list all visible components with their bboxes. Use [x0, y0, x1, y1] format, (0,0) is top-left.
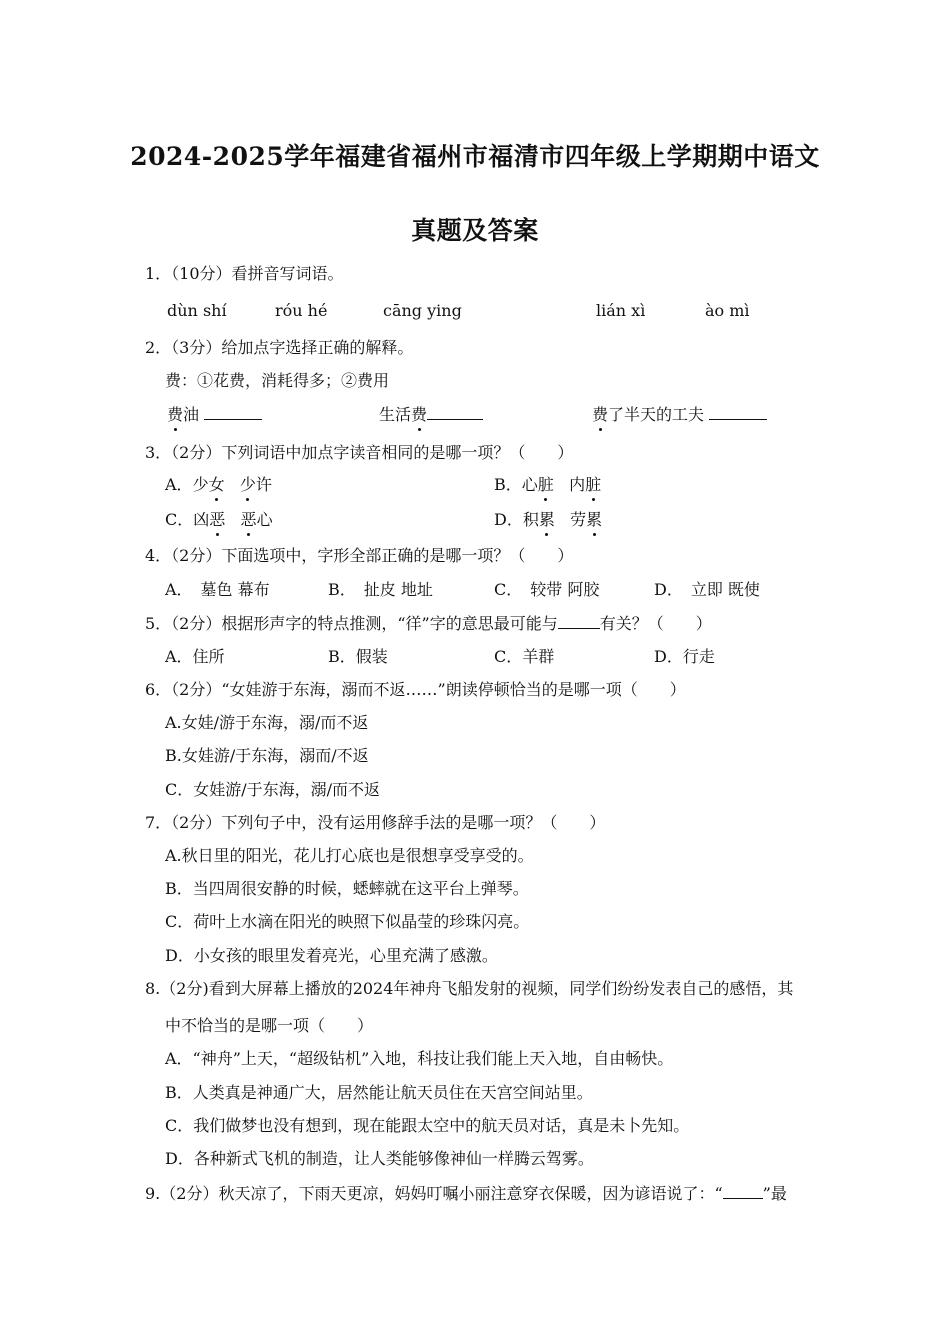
question-5-option-a[interactable]: A．住所 — [165, 647, 225, 666]
question-4-option-c[interactable]: C． 较带 阿胶 — [494, 580, 600, 599]
question-1-stem: 1．（10分）看拼音写词语。 — [145, 264, 344, 283]
doc-title-line1: 2024-2025学年福建省福州市福清市四年级上学期期中语文 — [130, 142, 820, 171]
question-7-stem: 7．（2分）下列句子中，没有运用修辞手法的是哪一项？（ ） — [145, 813, 606, 832]
question-5-option-b[interactable]: B．假装 — [328, 647, 388, 666]
question-4-stem: 4．（2分）下面选项中，字形全部正确的是哪一项？（ ） — [145, 546, 574, 565]
dotted-char: 恶 — [209, 510, 226, 529]
question-2-stem: 2．（3分）给加点字选择正确的解释。 — [145, 338, 414, 357]
question-6-option-b[interactable]: B.女娃游/于东海，溺而/不返 — [165, 746, 369, 765]
answer-blank[interactable] — [558, 613, 600, 629]
question-5-stem: 5．（2分）根据形声字的特点推测，“徉”字的意思最可能与 有关？（ ） — [145, 614, 712, 633]
question-7-option-b[interactable]: B．当四周很安静的时候，蟋蟀就在这平台上弹琴。 — [165, 879, 529, 898]
question-3-option-b[interactable]: B．心脏 内脏 — [494, 475, 602, 494]
question-8-option-d[interactable]: D．各种新式飞机的制造，让人类能够像神仙一样腾云驾雾。 — [165, 1149, 594, 1168]
question-3-option-a[interactable]: A．少女 少许 — [165, 475, 272, 494]
question-3-option-d[interactable]: D．积累 劳累 — [494, 510, 603, 529]
question-7-option-d[interactable]: D．小女孩的眼里发着亮光，心里充满了感激。 — [165, 946, 498, 965]
question-8-option-a[interactable]: A．“神舟”上天，“超级钻机”入地，科技让我们能上天入地，自由畅快。 — [165, 1049, 674, 1068]
question-3-stem: 3．（2分）下列词语中加点字读音相同的是哪一项？（ ） — [145, 443, 574, 462]
pinyin-3: cāng ying — [383, 301, 462, 320]
question-8-stem-line2: 中不恰当的是哪一项（ ） — [165, 1016, 374, 1035]
dotted-char: 脏 — [537, 475, 554, 494]
answer-blank[interactable] — [427, 404, 483, 420]
question-5-option-c[interactable]: C．羊群 — [494, 647, 555, 666]
dotted-char: 恶 — [240, 510, 257, 529]
question-6-stem: 6．（2分）“女娃游于东海，溺而不返……”朗读停顿恰当的是哪一项（ ） — [145, 680, 686, 699]
question-2-item-3: 费了半天的工夫 — [592, 404, 767, 425]
question-2-definition: 费：①花费，消耗得多；②费用 — [165, 371, 390, 390]
answer-blank[interactable] — [204, 404, 262, 420]
pinyin-4: lián xì — [596, 301, 646, 320]
question-8-option-b[interactable]: B．人类真是神通广大，居然能让航天员住在天宫空间站里。 — [165, 1083, 593, 1102]
pinyin-1: dùn shí — [167, 301, 227, 320]
question-6-option-a[interactable]: A.女娃/游于东海，溺/而不返 — [165, 713, 369, 732]
question-8-stem-line1: 8.（2分)看到大屏幕上播放的2024年神舟飞船发射的视频，同学们纷纷发表自己的感悟，其 — [145, 979, 794, 998]
dotted-char: 累 — [586, 510, 603, 529]
dotted-char: 少 — [239, 475, 256, 494]
doc-title-line2: 真题及答案 — [411, 216, 539, 245]
pinyin-2: róu hé — [275, 301, 328, 320]
dotted-char: 费 — [592, 405, 609, 424]
dotted-char: 费 — [411, 405, 428, 424]
answer-blank[interactable] — [709, 404, 767, 420]
pinyin-5: ào mì — [705, 301, 750, 320]
question-5-option-d[interactable]: D．行走 — [654, 647, 715, 666]
question-7-option-a[interactable]: A.秋日里的阳光，花儿打心底也是很想享受享受的。 — [165, 846, 534, 865]
question-4-option-d[interactable]: D． 立即 既使 — [654, 580, 760, 599]
dotted-char: 脏 — [585, 475, 602, 494]
dotted-char: 累 — [538, 510, 555, 529]
answer-blank[interactable] — [723, 1183, 763, 1199]
question-4-option-b[interactable]: B． 扯皮 地址 — [328, 580, 433, 599]
question-7-option-c[interactable]: C．荷叶上水滴在阳光的映照下似晶莹的珍珠闪亮。 — [165, 912, 530, 931]
question-9-stem: 9.（2分）秋天凉了，下雨天更凉，妈妈叮嘱小丽注意穿衣保暖，因为谚语说了：“ ”最 — [145, 1184, 787, 1203]
question-3-option-c[interactable]: C．凶恶 恶心 — [165, 510, 273, 529]
question-4-option-a[interactable]: A． 墓色 幕布 — [165, 580, 270, 599]
question-2-item-1: 费油 — [167, 404, 262, 425]
dotted-char: 女 — [208, 475, 225, 494]
question-8-option-c[interactable]: C．我们做梦也没有想到，现在能跟太空中的航天员对话，真是未卜先知。 — [165, 1116, 690, 1135]
question-6-option-c[interactable]: C．女娃游/于东海，溺/而不返 — [165, 780, 381, 799]
question-2-item-2: 生活费 — [379, 404, 483, 425]
dotted-char: 费 — [167, 405, 184, 424]
